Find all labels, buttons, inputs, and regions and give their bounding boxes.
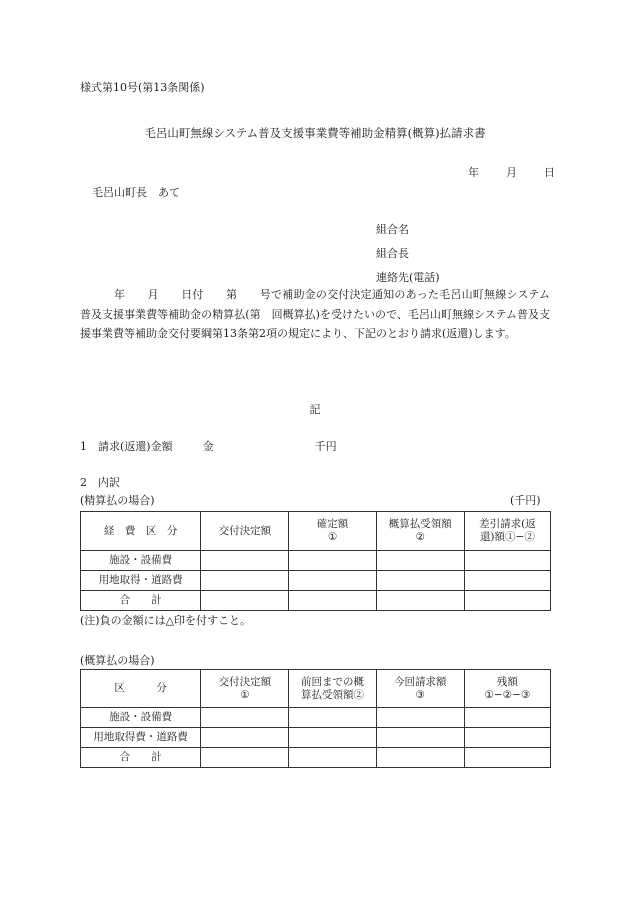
- row-label: 施設・設備費: [81, 708, 201, 728]
- date-day: 日: [544, 166, 555, 179]
- table-cell[interactable]: [376, 708, 464, 728]
- header-expense-category: 経 費 区 分: [81, 512, 201, 551]
- header-prior-advances: 前回までの概 算払受領額②: [289, 670, 376, 708]
- table-row: [81, 591, 551, 611]
- table-cell[interactable]: [289, 748, 376, 768]
- header-category: 区 分: [81, 670, 201, 708]
- table-cell[interactable]: [464, 591, 550, 611]
- request-amount-label: 1 請求(返還)金額: [80, 440, 173, 453]
- table-cell[interactable]: [289, 728, 376, 748]
- table-cell[interactable]: [376, 551, 464, 571]
- row-label: 施設・設備費: [81, 551, 201, 571]
- table-cell[interactable]: [464, 728, 550, 748]
- header-current-request: 今回請求額 ③: [376, 670, 464, 708]
- header-net-request: 差引請求(返 還)額①−②: [464, 512, 550, 551]
- negative-amount-note: (注)負の金額には△印を付すこと。: [80, 614, 252, 627]
- union-name-label: 組合名: [376, 223, 409, 236]
- table-cell[interactable]: [201, 728, 289, 748]
- row-label: 用地取得費・道路費: [81, 728, 201, 748]
- table-cell[interactable]: [376, 591, 464, 611]
- row-label: 合 計: [81, 748, 201, 768]
- table-cell[interactable]: [376, 728, 464, 748]
- table-cell[interactable]: [289, 591, 376, 611]
- table-row: [81, 551, 551, 571]
- settlement-table: [80, 511, 551, 611]
- body-paragraph: 年 月 日付 第 号で補助金の交付決定通知のあった毛呂山町無線システム普及支援事業費等補助金の精算払(第 回概算払)を受けたいので、毛呂山町無線システム普及支援事業費等補助金交付要綱第13条第2項の規定により、下記のとおり請求(返還)します。: [80, 288, 550, 341]
- table-row: [81, 728, 551, 748]
- settlement-unit: (千円): [510, 494, 541, 507]
- table-cell[interactable]: [464, 748, 550, 768]
- advance-caption: (概算払の場合): [80, 654, 155, 667]
- table-cell[interactable]: [201, 571, 289, 591]
- table-cell[interactable]: [289, 708, 376, 728]
- date-year: 年: [468, 166, 479, 179]
- union-head-label: 組合長: [376, 247, 409, 260]
- date-month: 月: [506, 166, 517, 179]
- header-advance-received: 概算払受領額 ②: [376, 512, 464, 551]
- request-amount-line: [80, 440, 337, 454]
- header-confirmed: 確定額 ①: [289, 512, 376, 551]
- document-title: 毛呂山町無線システム普及支援事業費等補助金精算(概算)払請求書: [144, 126, 486, 140]
- table-row: [81, 571, 551, 591]
- header-grant-decision: 交付決定額: [201, 512, 289, 551]
- header-remaining: 残額 ①−②−③: [464, 670, 550, 708]
- table-header-row: [81, 512, 551, 551]
- contact-label: 連絡先(電話): [376, 271, 440, 284]
- ki-heading: 記: [309, 403, 321, 416]
- kin-label: 金: [202, 440, 214, 453]
- table-cell[interactable]: [376, 748, 464, 768]
- table-cell[interactable]: [289, 571, 376, 591]
- table-cell[interactable]: [464, 708, 550, 728]
- advance-table: [80, 669, 551, 768]
- thousand-yen-unit: 千円: [314, 440, 337, 453]
- table-cell[interactable]: [201, 591, 289, 611]
- settlement-caption: (精算払の場合): [80, 494, 155, 507]
- row-label: 合 計: [81, 591, 201, 611]
- table-header-row: [81, 670, 551, 708]
- breakdown-heading: 2 内訳: [80, 476, 120, 489]
- table-cell[interactable]: [201, 748, 289, 768]
- row-label: 用地取得・道路費: [81, 571, 201, 591]
- addressee: 毛呂山町長 あて: [92, 186, 180, 199]
- table-cell[interactable]: [376, 571, 464, 591]
- table-cell[interactable]: [289, 551, 376, 571]
- date-line: [468, 166, 555, 180]
- table-cell[interactable]: [201, 551, 289, 571]
- header-grant-decision: 交付決定額 ①: [201, 670, 289, 708]
- table-cell[interactable]: [201, 708, 289, 728]
- table-row: [81, 708, 551, 728]
- form-number: 様式第10号(第13条関係): [80, 81, 205, 94]
- table-cell[interactable]: [464, 551, 550, 571]
- table-row: [81, 748, 551, 768]
- table-cell[interactable]: [464, 571, 550, 591]
